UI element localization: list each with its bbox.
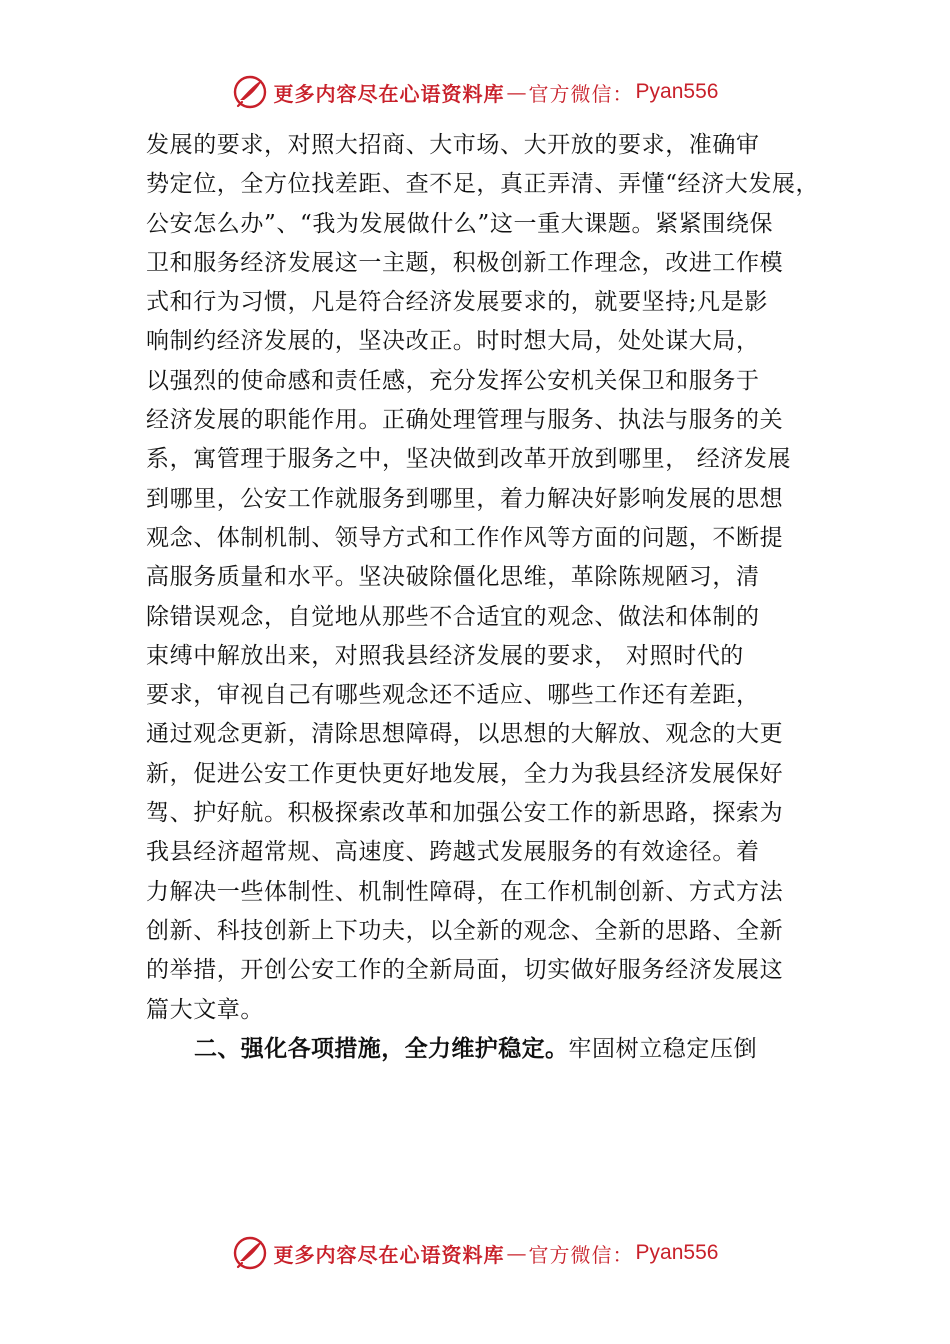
body-line: 响制约经济发展的，坚决改正。时时想大局，处处谋大局， [146,328,760,355]
quill-circle-logo-icon [232,1235,268,1271]
banner-wechat-id: Pyan556 [635,80,719,103]
body-line: 新，促进公安工作更快更好地发展，全力为我县经济发展保好 [146,760,784,787]
section-heading-tail: 牢固树立稳定压倒 [568,1035,758,1062]
body-line: 创新、科技创新上下功夫，以全新的观念、全新的思路、全新 [146,917,784,944]
body-line: 要求，审视自己有哪些观念还不适应、哪些工作还有差距， [146,682,760,709]
body-line: 我县经济超常规、高速度、跨越式发展服务的有效途径。着 [146,839,760,866]
banner-main-text: 更多内容尽在心语资料库 [273,1242,505,1267]
banner-separator: — [506,80,527,104]
body-line: 势定位，全方位找差距、查不足，真正弄清、弄懂“经济大发展， [146,171,820,198]
body-line: 卫和服务经济发展这一主题，积极创新工作理念，改进工作模 [146,249,784,276]
body-line: 经济发展的职能作用。正确处理管理与服务、执法与服务的关 [146,407,784,434]
body-line: 除错误观念，自觉地从那些不合适宜的观念、做法和体制的 [146,603,760,630]
banner-main-text: 更多内容尽在心语资料库 [273,81,505,106]
header-banner [0,72,950,112]
body-line: 式和行为习惯，凡是符合经济发展要求的，就要坚持;凡是影 [146,289,768,316]
body-line: 驾、护好航。积极探索改革和加强公安工作的新思路，探索为 [146,800,784,827]
body-line: 以强烈的使命感和责任感，充分发挥公安机关保卫和服务于 [146,367,760,394]
body-line: 束缚中解放出来，对照我县经济发展的要求， 对照时代的 [146,642,744,669]
body-line: 通过观念更新，清除思想障碍，以思想的大解放、观念的大更 [146,721,784,748]
section-heading: 二、强化各项措施，全力维护稳定。 [194,1035,569,1062]
body-line: 系，寓管理于服务之中，坚决做到改革开放到哪里， 经济发展 [146,446,792,473]
body-line: 力解决一些体制性、机制性障碍，在工作机制创新、方式方法 [146,878,784,905]
body-line: 篇大文章。 [146,996,264,1023]
body-line: 高服务质量和水平。坚决破除僵化思维，革除陈规陋习，清 [146,564,760,591]
body-line: 公安怎么办”、“我为发展做什么”这一重大课题。紧紧围绕保 [146,210,774,237]
banner-separator: — [506,1241,527,1265]
footer-banner [0,1233,950,1273]
banner-label: 官方微信： [528,81,634,106]
quill-circle-logo-icon [232,74,268,110]
body-line: 发展的要求，对照大招商、大市场、大开放的要求，准确审 [146,132,760,158]
document-body [146,126,836,1069]
body-line: 观念、体制机制、领导方式和工作作风等方面的问题，不断提 [146,524,784,551]
body-line: 到哪里，公安工作就服务到哪里，着力解决好影响发展的思想 [146,485,784,512]
banner-label: 官方微信： [528,1242,634,1267]
banner-wechat-id: Pyan556 [635,1241,719,1264]
section-heading-line [146,1030,836,1069]
body-line: 的举措，开创公安工作的全新局面，切实做好服务经济发展这 [146,957,784,984]
